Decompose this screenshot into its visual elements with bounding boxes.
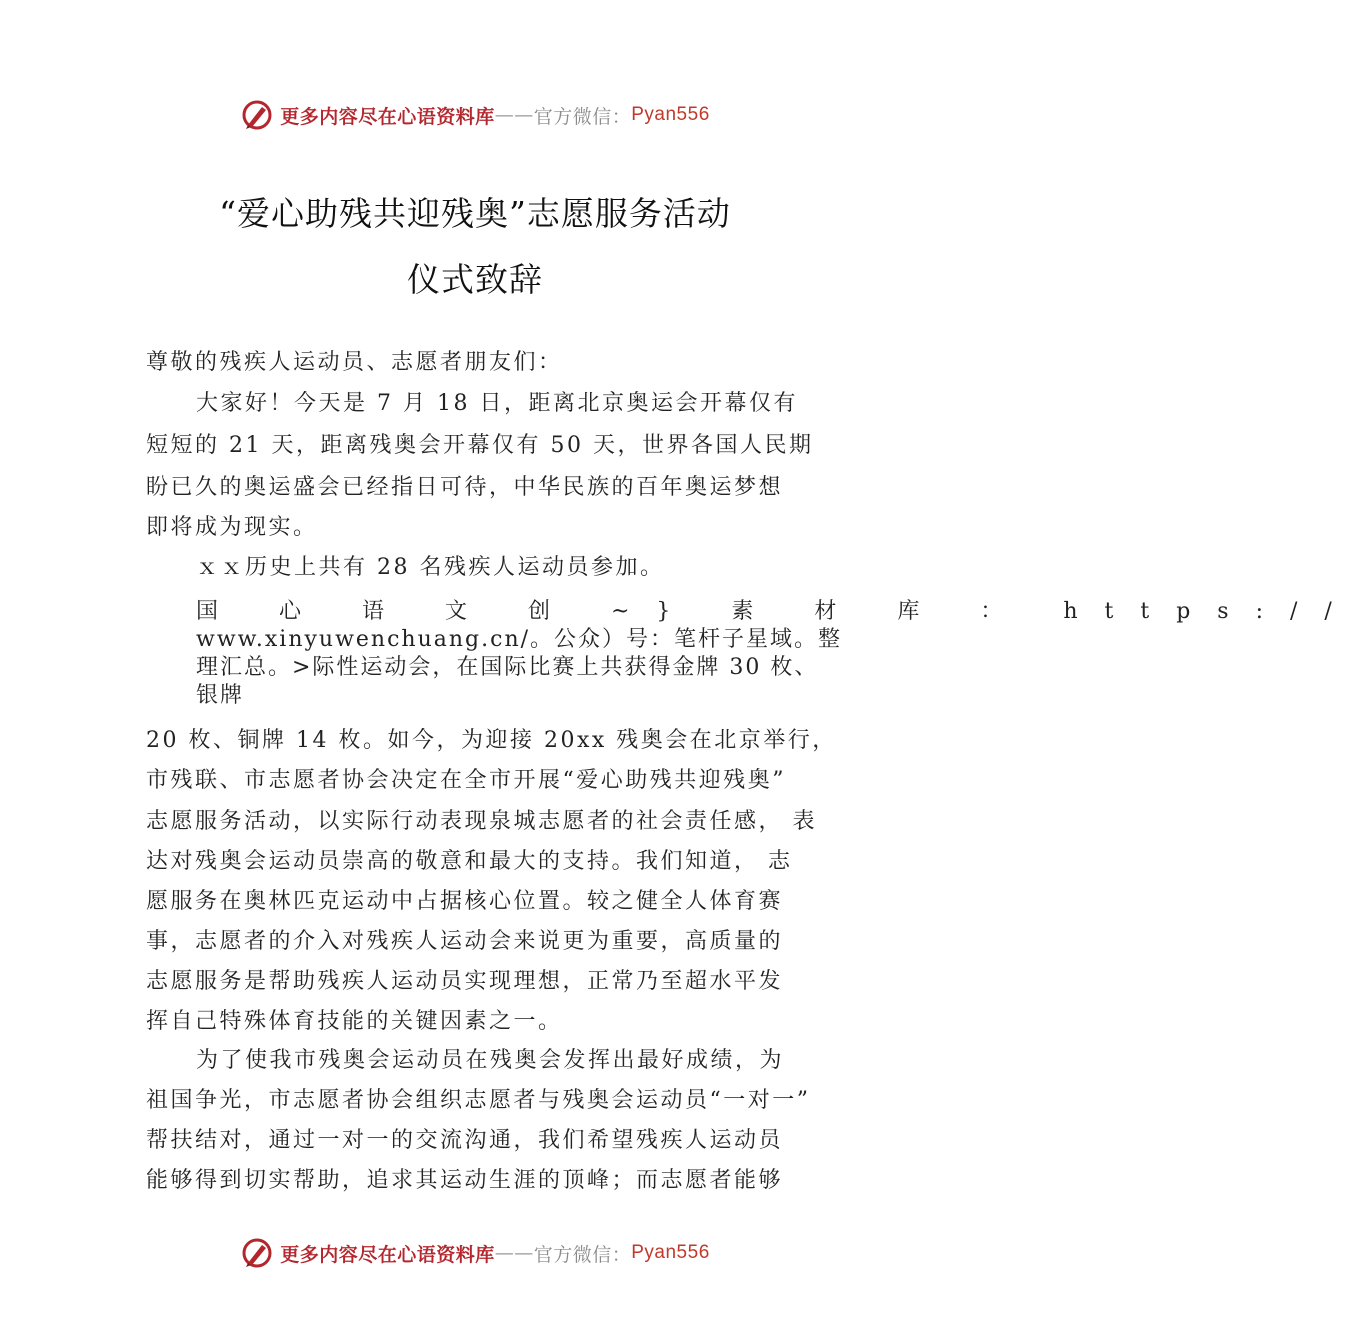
paragraph-line: 帮扶结对，通过一对一的交流沟通，我们希望残疾人运动员: [146, 1128, 784, 1153]
brand-text: 更多内容尽在心语资料库: [280, 1243, 495, 1266]
page-subtitle: 仪式致辞: [407, 260, 543, 299]
salutation: 尊敬的残疾人运动员、志愿者朋友们：: [146, 350, 563, 375]
paragraph-line: 为了使我市残奥会运动员在残奥会发挥出最好成绩，为: [196, 1048, 785, 1073]
page-title: “爱心助残共迎残奥”志愿服务活动: [219, 194, 731, 233]
paragraph-line: 能够得到切实帮助，追求其运动生涯的顶峰；而志愿者能够: [146, 1168, 784, 1193]
header-banner: [0, 95, 950, 135]
paragraph-line: 市残联、市志愿者协会决定在全市开展“爱心助残共迎残奥”: [146, 768, 786, 793]
pen-logo-icon: [240, 98, 274, 132]
inset-line: 理汇总。>际性运动会，在国际比赛上共获得金牌 30 枚、: [196, 655, 819, 680]
paragraph-line: 愿服务在奥林匹克运动中占据核心位置。较之健全人体育赛: [146, 889, 784, 914]
paragraph-line: 短短的 21 天，距离残奥会开幕仅有 50 天，世界各国人民期: [146, 433, 814, 458]
paragraph-line: 志愿服务活动，以实际行动表现泉城志愿者的社会责任感， 表: [146, 809, 817, 834]
paragraph-line: 即将成为现实。: [146, 515, 318, 540]
inset-line: www.xinyuwenchuang.cn/。公众）号：笔杆子星域。整: [196, 627, 843, 652]
wechat-label: 官方微信：: [533, 1243, 632, 1266]
paragraph-line: 祖国争光，市志愿者协会组织志愿者与残奥会运动员“一对一”: [146, 1088, 811, 1113]
paragraph-line: 志愿服务是帮助残疾人运动员实现理想，正常乃至超水平发: [146, 969, 784, 994]
paragraph-line: 挥自己特殊体育技能的关键因素之一。: [146, 1009, 563, 1034]
paragraph-line: 达对残奥会运动员崇高的敬意和最大的支持。我们知道， 志: [146, 849, 793, 874]
brand-text: 更多内容尽在心语资料库: [280, 105, 495, 128]
inset-line: 国 心 语 文 创 ~} 素 材 库 ： https://: [196, 599, 1359, 624]
wechat-id: Pyan556: [631, 104, 710, 125]
paragraph-line: 事，志愿者的介入对残疾人运动会来说更为重要，高质量的: [146, 929, 784, 954]
paragraph-line: ｘｘ历史上共有 28 名残疾人运动员参加。: [196, 555, 665, 580]
banner-separator: ——: [494, 104, 534, 126]
inset-line: 银牌: [196, 683, 245, 708]
pen-logo-icon: [240, 1236, 274, 1270]
wechat-label: 官方微信：: [533, 105, 632, 128]
inserted-ad-text: [196, 598, 1359, 710]
banner-separator: ——: [494, 1242, 534, 1264]
footer-banner: [0, 1233, 950, 1273]
paragraph-line: 大家好！今天是 7 月 18 日，距离北京奥运会开幕仅有: [196, 391, 798, 416]
paragraph-line: 20 枚、铜牌 14 枚。如今，为迎接 20xx 残奥会在北京举行，: [146, 728, 837, 753]
paragraph-line: 盼已久的奥运盛会已经指日可待，中华民族的百年奥运梦想: [146, 475, 784, 500]
wechat-id: Pyan556: [631, 1242, 710, 1263]
